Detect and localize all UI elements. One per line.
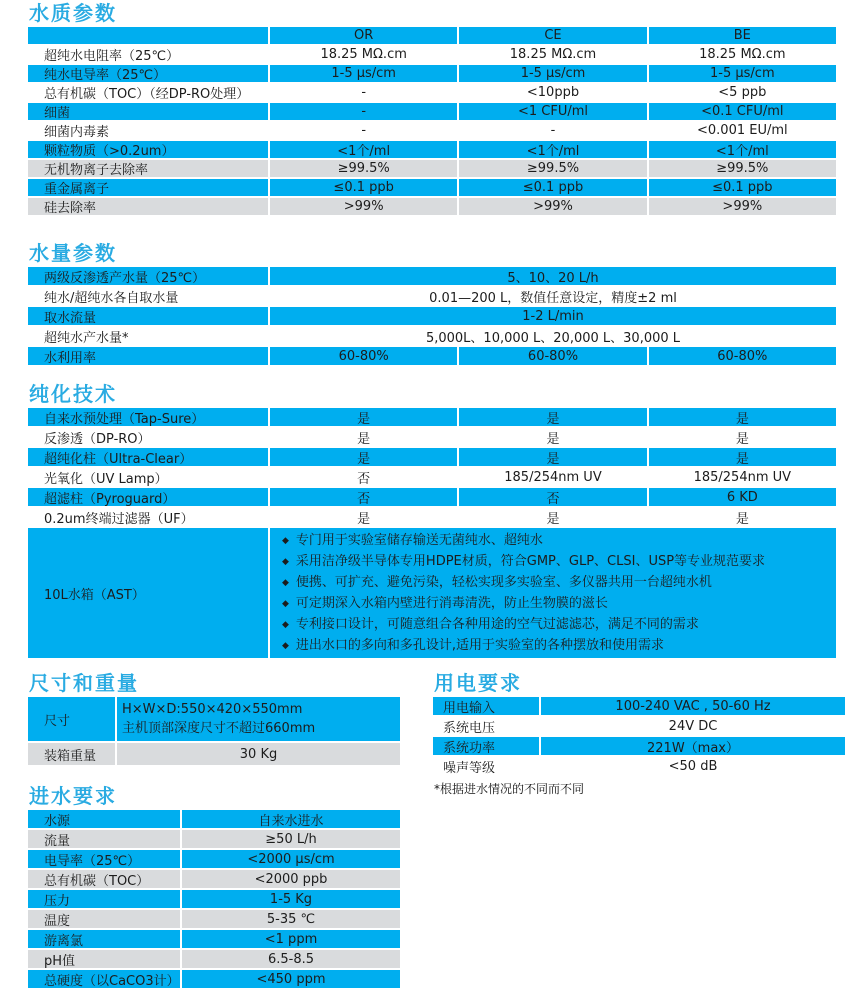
feature-text: 便携、可扩充、避免污染，轻松实现多实验室、多仪器共用一台超纯水机	[295, 574, 712, 590]
water-quality-title: 水质参数	[29, 1, 117, 25]
column-header: OR	[270, 27, 457, 44]
row-value: 24V DC	[541, 717, 845, 735]
table-row	[28, 930, 400, 948]
dimensions-title: 尺寸和重量	[29, 671, 139, 695]
row-value: ≤0.1 ppb	[459, 179, 646, 196]
row-value: 5、10、20 L/h	[270, 267, 836, 285]
table-row	[28, 697, 400, 741]
bullet-diamond-icon: ◆	[282, 556, 289, 567]
footnote: *根据进水情况的不同而不同	[434, 782, 585, 796]
row-value: 是	[649, 408, 836, 426]
row-value: 5-35 ℃	[182, 910, 400, 928]
feed-water-section	[28, 785, 861, 988]
row-value: >99%	[270, 198, 457, 215]
row-label: 装箱重量	[28, 743, 115, 765]
row-value: 1-5 μs/cm	[459, 65, 646, 82]
row-value: ≥99.5%	[459, 160, 646, 177]
row-value: 18.25 MΩ.cm	[459, 46, 646, 63]
table-row	[28, 103, 836, 120]
row-label: 温度	[28, 910, 180, 928]
row-value: -	[459, 122, 646, 139]
row-label: 总有机碳（TOC）（经DP-RO处理）	[28, 84, 268, 101]
row-value: <50 dB	[541, 757, 845, 775]
row-value: 是	[270, 408, 457, 426]
row-label: 10L水箱（AST）	[28, 528, 268, 658]
row-value: >99%	[649, 198, 836, 215]
row-label: 用电输入	[433, 697, 539, 715]
water-volume-title: 水量参数	[29, 241, 117, 265]
row-value: 1-5 μs/cm	[649, 65, 836, 82]
row-value: 是	[649, 448, 836, 466]
row-value: 否	[270, 468, 457, 486]
row-label: 取水流量	[28, 307, 268, 325]
table-header-row	[28, 27, 836, 44]
feature-item	[282, 531, 543, 551]
water-volume-section	[28, 242, 861, 365]
row-label: 光氧化（UV Lamp）	[28, 468, 268, 486]
row-label: 超纯水电阻率（25℃）	[28, 46, 268, 63]
feed-water-title: 进水要求	[29, 784, 117, 808]
row-label: 噪声等级	[433, 757, 539, 775]
row-value: 否	[459, 488, 646, 506]
header-label-spacer	[28, 27, 268, 44]
table-row	[28, 267, 836, 285]
table-row	[28, 448, 836, 466]
row-value: 185/254nm UV	[649, 468, 836, 486]
row-value: 221W（max）	[541, 737, 845, 755]
row-value: <0.1 CFU/ml	[649, 103, 836, 120]
row-label: 自来水预处理（Tap-Sure）	[28, 408, 268, 426]
row-label: 纯水/超纯水各自取水量	[28, 287, 268, 305]
row-label: 电导率（25℃）	[28, 850, 180, 868]
table-row	[28, 198, 836, 215]
row-label: 无机物离子去除率	[28, 160, 268, 177]
feature-text: 可定期深入水箱内壁进行消毒清洗，防止生物膜的滋长	[295, 595, 608, 611]
table-row	[433, 737, 845, 755]
row-value: 是	[649, 428, 836, 446]
row-label: 超滤柱（Pyroguard）	[28, 488, 268, 506]
row-value: <1个/ml	[649, 141, 836, 158]
row-label: 系统功率	[433, 737, 539, 755]
purification-title: 纯化技术	[29, 382, 117, 406]
bullet-diamond-icon: ◆	[282, 619, 289, 630]
row-value: <450 ppm	[182, 970, 400, 988]
row-label: 游离氯	[28, 930, 180, 948]
row-value: <5 ppb	[649, 84, 836, 101]
table-row	[28, 870, 400, 888]
row-label: 硅去除率	[28, 198, 268, 215]
row-value: <1 CFU/ml	[459, 103, 646, 120]
feed-water-table	[28, 810, 400, 988]
table-row	[28, 850, 400, 868]
row-value: 30 Kg	[117, 743, 400, 765]
feature-item	[282, 552, 765, 572]
row-value: <1个/ml	[459, 141, 646, 158]
table-row	[28, 327, 836, 345]
table-row	[28, 287, 836, 305]
row-value: <1 ppm	[182, 930, 400, 948]
table-row	[433, 717, 845, 735]
row-value: -	[270, 122, 457, 139]
feature-list	[270, 528, 836, 658]
table-row	[28, 65, 836, 82]
table-row	[28, 141, 836, 158]
table-row	[433, 697, 845, 715]
table-row	[28, 508, 836, 526]
row-label: 水源	[28, 810, 180, 828]
table-row	[28, 810, 400, 828]
row-label: 系统电压	[433, 717, 539, 735]
table-row	[28, 46, 836, 63]
row-value: 5,000L、10,000 L、20,000 L、30,000 L	[270, 327, 836, 345]
table-row	[28, 408, 836, 426]
row-value: 0.01—200 L，数值任意设定，精度±2 ml	[270, 287, 836, 305]
bullet-diamond-icon: ◆	[282, 640, 289, 651]
feature-text: 专门用于实验室储存输送无菌纯水、超纯水	[295, 532, 543, 548]
power-table	[433, 697, 845, 775]
row-value: 否	[270, 488, 457, 506]
row-value: 是	[459, 428, 646, 446]
table-row	[28, 890, 400, 908]
row-label: 细菌内毒素	[28, 122, 268, 139]
table-row	[28, 122, 836, 139]
row-value: 100-240 VAC , 50-60 Hz	[541, 697, 845, 715]
table-row	[28, 84, 836, 101]
table-row	[28, 160, 836, 177]
water-quality-section	[28, 2, 861, 215]
row-value: 60-80%	[270, 347, 457, 365]
purification-table	[28, 408, 836, 658]
value-line: H×W×D:550×420×550mm	[122, 702, 303, 717]
row-value: 6 KD	[649, 488, 836, 506]
value-line: 主机顶部深度尺寸不超过660mm	[122, 721, 316, 736]
dimensions-section	[28, 672, 400, 768]
table-row	[28, 347, 836, 365]
table-row	[28, 488, 836, 506]
feature-text: 专利接口设计，可随意组合各种用途的空气过滤滤芯，满足不同的需求	[295, 616, 699, 632]
row-value: 1-5 Kg	[182, 890, 400, 908]
table-row	[28, 970, 400, 988]
row-label: 两级反渗透产水量（25℃）	[28, 267, 268, 285]
row-value: 是	[270, 448, 457, 466]
row-value: 18.25 MΩ.cm	[270, 46, 457, 63]
table-row	[28, 830, 400, 848]
bullet-diamond-icon: ◆	[282, 535, 289, 546]
table-row	[28, 528, 836, 658]
feature-item	[282, 594, 608, 614]
power-title: 用电要求	[434, 671, 522, 695]
row-value: 是	[270, 508, 457, 526]
row-label: 重金属离子	[28, 179, 268, 196]
row-value: 185/254nm UV	[459, 468, 646, 486]
row-label: 0.2um终端过滤器（UF）	[28, 508, 268, 526]
row-label: 总有机碳（TOC）	[28, 870, 180, 888]
row-label: 细菌	[28, 103, 268, 120]
row-value: 是	[459, 508, 646, 526]
row-label: 超纯水产水量*	[28, 327, 268, 345]
power-section	[433, 671, 845, 796]
table-row	[28, 910, 400, 928]
row-value: ≥99.5%	[270, 160, 457, 177]
row-value: ≥99.5%	[649, 160, 836, 177]
bullet-diamond-icon: ◆	[282, 598, 289, 609]
row-label: 流量	[28, 830, 180, 848]
table-row	[28, 179, 836, 196]
row-value: <0.001 EU/ml	[649, 122, 836, 139]
water-volume-table	[28, 267, 836, 365]
table-row	[28, 307, 836, 325]
water-quality-table	[28, 27, 836, 215]
row-value: 1-5 μs/cm	[270, 65, 457, 82]
table-row	[28, 743, 400, 765]
row-value: ≥50 L/h	[182, 830, 400, 848]
row-value: <2000 μs/cm	[182, 850, 400, 868]
row-value: 1-2 L/min	[270, 307, 836, 325]
bullet-diamond-icon: ◆	[282, 577, 289, 588]
feature-text: 采用洁净级半导体专用HDPE材质，符合GMP、GLP、CLSI、USP等专业规范要求	[295, 553, 766, 569]
feature-item	[282, 636, 664, 656]
row-value: <10ppb	[459, 84, 646, 101]
column-header: BE	[649, 27, 836, 44]
row-label: 总硬度（以CaCO3计）	[28, 970, 180, 988]
table-row	[28, 428, 836, 446]
row-label: 颗粒物质（>0.2um）	[28, 141, 268, 158]
row-value: 18.25 MΩ.cm	[649, 46, 836, 63]
row-value: ≤0.1 ppb	[270, 179, 457, 196]
row-value: 自来水进水	[182, 810, 400, 828]
row-value: -	[270, 103, 457, 120]
row-value: 是	[649, 508, 836, 526]
dimensions-table	[28, 697, 400, 765]
table-row	[28, 468, 836, 486]
feature-text: 进出水口的多向和多孔设计,适用于实验室的各种摆放和使用需求	[295, 637, 665, 653]
row-value: ≤0.1 ppb	[649, 179, 836, 196]
row-value: 60-80%	[649, 347, 836, 365]
column-header: CE	[459, 27, 646, 44]
table-row	[28, 950, 400, 968]
row-value: <2000 ppb	[182, 870, 400, 888]
row-label: pH值	[28, 950, 180, 968]
row-value: 是	[270, 428, 457, 446]
row-value: -	[270, 84, 457, 101]
feature-item	[282, 615, 699, 635]
feature-item	[282, 573, 712, 593]
row-label: 压力	[28, 890, 180, 908]
purification-section	[28, 383, 861, 658]
row-label: 纯水电导率（25℃）	[28, 65, 268, 82]
table-row	[433, 757, 845, 775]
row-label: 超纯化柱（Ultra-Clear）	[28, 448, 268, 466]
row-label: 反渗透（DP-RO）	[28, 428, 268, 446]
row-value	[117, 697, 400, 741]
row-value: 是	[459, 448, 646, 466]
row-label: 尺寸	[28, 697, 115, 741]
row-label: 水利用率	[28, 347, 268, 365]
row-value: 60-80%	[459, 347, 646, 365]
row-value: 是	[459, 408, 646, 426]
row-value: >99%	[459, 198, 646, 215]
row-value: <1个/ml	[270, 141, 457, 158]
row-value: 6.5-8.5	[182, 950, 400, 968]
